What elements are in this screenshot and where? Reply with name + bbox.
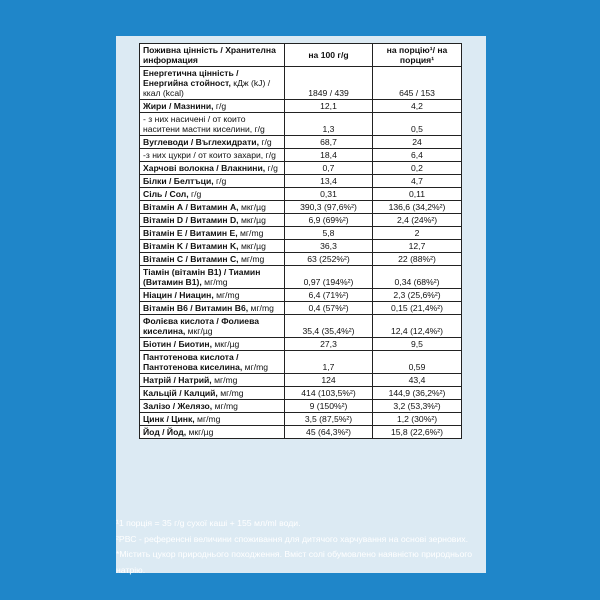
nutrient-name-bold: Жири / Мазнини,	[143, 101, 214, 111]
value-per-100g: 63 (252%²)	[285, 253, 373, 266]
nutrient-unit: г/g	[265, 163, 278, 173]
value-per-100g: 18,4	[285, 149, 373, 162]
nutrient-name-bold: Вітамін А / Витамин А,	[143, 202, 239, 212]
nutrient-name	[140, 162, 285, 175]
nutrient-name	[140, 351, 285, 374]
nutrient-name-bold: Пантотенова кислота / Пантотенова киселина,	[143, 352, 243, 372]
nutrient-name	[140, 227, 285, 240]
footnote-rvs: ²РВС - референсні величини споживання для дитячого харчування на основі зернових.	[116, 533, 469, 544]
value-per-100g: 124	[285, 374, 373, 387]
value-per-serving: 645 / 153	[373, 67, 462, 100]
value-per-serving: 2	[373, 227, 462, 240]
value-per-serving: 6,4	[373, 149, 462, 162]
value-per-100g: 12,1	[285, 100, 373, 113]
nutrient-name-bold: Енергетична цінність / Енергийна стойност,	[143, 68, 239, 88]
value-per-100g: 45 (64,3%²)	[285, 426, 373, 439]
nutrient-name	[140, 266, 285, 289]
table-row	[140, 240, 462, 253]
nutrient-unit: мкг/µg	[212, 339, 240, 349]
value-per-serving: 0,15 (21,4%²)	[373, 302, 462, 315]
value-per-serving: 2,4 (24%²)	[373, 214, 462, 227]
table-row	[140, 413, 462, 426]
footnote-serving: ¹1 порція = 35 г/g сухої каші + 155 мл/ml води.	[116, 518, 301, 528]
nutrient-name-bold: Натрій / Натрий,	[143, 375, 212, 385]
nutrient-name-bold: Вітамін D / Витамин D,	[143, 215, 239, 225]
value-per-serving: 22 (88%²)	[373, 253, 462, 266]
nutrient-name-bold: Вітамін В6 / Витамин В6,	[143, 303, 249, 313]
value-per-100g: 1849 / 439	[285, 67, 373, 100]
table-row	[140, 374, 462, 387]
nutrient-unit: мг/mg	[217, 388, 244, 398]
nutrient-name-bold: Кальцій / Калций,	[143, 388, 218, 398]
table-row	[140, 338, 462, 351]
value-per-serving: 4,7	[373, 175, 462, 188]
value-per-100g: 1,7	[285, 351, 373, 374]
value-per-serving: 0,5	[373, 113, 462, 136]
nutrient-name	[140, 175, 285, 188]
header-nutrient: Поживна цінність / Хранителна информация	[140, 44, 285, 67]
table-header-row	[140, 44, 462, 67]
value-per-100g: 6,4 (71%²)	[285, 289, 373, 302]
nutrient-name	[140, 387, 285, 400]
nutrient-name-bold: Тіамін (вітамін В1) / Тиамин (Витамин В1),	[143, 267, 261, 287]
table-row	[140, 253, 462, 266]
nutrient-name	[140, 113, 285, 136]
value-per-serving: 12,4 (12,4%²)	[373, 315, 462, 338]
nutrient-unit: мкг/µg	[185, 326, 213, 336]
table-row	[140, 149, 462, 162]
value-per-100g: 6,9 (69%²)	[285, 214, 373, 227]
table-row	[140, 175, 462, 188]
nutrient-unit: - з них насичені / от които наситени мастни киселини, г/g	[143, 114, 265, 134]
value-per-serving: 3,2 (53,3%²)	[373, 400, 462, 413]
table-row	[140, 201, 462, 214]
value-per-serving: 136,6 (34,2%²)	[373, 201, 462, 214]
value-per-serving: 24	[373, 136, 462, 149]
value-per-100g: 1,3	[285, 113, 373, 136]
value-per-serving: 15,8 (22,6%²)	[373, 426, 462, 439]
value-per-100g: 13,4	[285, 175, 373, 188]
table-row	[140, 136, 462, 149]
nutrient-name	[140, 400, 285, 413]
table-row	[140, 351, 462, 374]
nutrient-unit: мг/mg	[201, 277, 228, 287]
nutrient-unit: г/g	[213, 101, 227, 111]
table-row	[140, 315, 462, 338]
nutrient-unit: -з них цукри / от които захари, г/g	[143, 150, 276, 160]
value-per-100g: 35,4 (35,4%²)	[285, 315, 373, 338]
nutrition-table	[139, 43, 462, 439]
table-row	[140, 289, 462, 302]
nutrient-name	[140, 67, 285, 100]
value-per-100g: 0,31	[285, 188, 373, 201]
nutrient-name	[140, 289, 285, 302]
header-per-100g: на 100 г/g	[285, 44, 373, 67]
nutrient-name	[140, 315, 285, 338]
nutrient-name	[140, 149, 285, 162]
nutrient-unit: мг/mg	[237, 228, 264, 238]
value-per-100g: 0,7	[285, 162, 373, 175]
value-per-serving: 12,7	[373, 240, 462, 253]
value-per-serving: 0,59	[373, 351, 462, 374]
value-per-100g: 9 (150%²)	[285, 400, 373, 413]
value-per-serving: 0,11	[373, 188, 462, 201]
value-per-100g: 0,4 (57%²)	[285, 302, 373, 315]
nutrient-name-bold: Ніацин / Ниацин,	[143, 290, 214, 300]
value-per-serving: 9,5	[373, 338, 462, 351]
table-row	[140, 302, 462, 315]
nutrient-name	[140, 100, 285, 113]
value-per-100g: 36,3	[285, 240, 373, 253]
nutrient-unit: мкг/µg	[238, 202, 266, 212]
value-per-100g: 5,8	[285, 227, 373, 240]
nutrient-name-bold: Сіль / Сол,	[143, 189, 189, 199]
nutrient-name	[140, 338, 285, 351]
nutrient-unit: мкг/µg	[238, 241, 266, 251]
value-per-serving: 2,3 (25,6%²)	[373, 289, 462, 302]
value-per-100g: 0,97 (194%²)	[285, 266, 373, 289]
nutrient-name	[140, 426, 285, 439]
nutrient-name	[140, 374, 285, 387]
nutrient-name	[140, 302, 285, 315]
nutrient-name	[140, 214, 285, 227]
nutrient-name	[140, 240, 285, 253]
nutrient-unit: мг/mg	[238, 254, 265, 264]
nutrient-name-bold: Вітамін Е / Витамин Е,	[143, 228, 238, 238]
value-per-serving: 1,2 (30%²)	[373, 413, 462, 426]
nutrient-unit: мкг/µg	[238, 215, 266, 225]
nutrient-name	[140, 188, 285, 201]
nutrient-unit: мг/mg	[248, 303, 274, 313]
table-row	[140, 188, 462, 201]
table-row	[140, 214, 462, 227]
table-row	[140, 387, 462, 400]
nutrient-name-bold: Залізо / Желязо,	[143, 401, 213, 411]
nutrient-name	[140, 253, 285, 266]
nutrient-name-bold: Вітамін С / Витамин С,	[143, 254, 239, 264]
value-per-serving: 0,2	[373, 162, 462, 175]
table-row	[140, 162, 462, 175]
nutrient-name-bold: Харчові волокна / Влакнини,	[143, 163, 266, 173]
nutrient-unit: мг/mg	[211, 375, 238, 385]
nutrient-unit: мг/mg	[194, 414, 221, 424]
value-per-100g: 390,3 (97,6%²)	[285, 201, 373, 214]
nutrient-unit: мг/mg	[213, 290, 240, 300]
nutrient-name	[140, 201, 285, 214]
table-row	[140, 227, 462, 240]
table-row	[140, 426, 462, 439]
nutrient-unit: кДж (kJ) / ккал (kcal)	[143, 78, 271, 98]
table-row	[140, 400, 462, 413]
nutrient-name-bold: Йод / Йод,	[143, 427, 187, 437]
value-per-100g: 27,3	[285, 338, 373, 351]
nutrient-unit: мкг/µg	[186, 427, 214, 437]
value-per-serving: 0,34 (68%²)	[373, 266, 462, 289]
value-per-serving: 43,4	[373, 374, 462, 387]
value-per-100g: 68,7	[285, 136, 373, 149]
nutrient-name-bold: Цинк / Цинк,	[143, 414, 195, 424]
value-per-100g: 414 (103,5%²)	[285, 387, 373, 400]
value-per-serving: 4,2	[373, 100, 462, 113]
table-row	[140, 266, 462, 289]
footnotes	[116, 516, 496, 578]
footnote-sugar-salt: *Містить цукор природнього походження. Вміст солі обумовлено наявністю природнього натрію.	[116, 549, 473, 575]
nutrient-unit: г/g	[188, 189, 202, 199]
nutrient-name-bold: Фолієва кислота / Фолиева киселина,	[143, 316, 260, 336]
table-row	[140, 67, 462, 100]
table-row	[140, 113, 462, 136]
nutrient-unit: мг/mg	[242, 362, 269, 372]
table-row	[140, 100, 462, 113]
nutrient-name-bold: Біотин / Биотин,	[143, 339, 213, 349]
nutrient-name	[140, 136, 285, 149]
nutrient-unit: г/g	[258, 137, 272, 147]
nutrient-unit: мг/mg	[212, 401, 238, 411]
nutrient-name-bold: Вітамін K / Витамин K,	[143, 241, 239, 251]
nutrient-unit: г/g	[213, 176, 227, 186]
value-per-serving: 144,9 (36,2%²)	[373, 387, 462, 400]
header-per-serving: на порцію¹/ на порция¹	[373, 44, 462, 67]
nutrient-name-bold: Вуглеводи / Въглехидрати,	[143, 137, 259, 147]
nutrient-name-bold: Білки / Белтъци,	[143, 176, 214, 186]
nutrient-name	[140, 413, 285, 426]
value-per-100g: 3,5 (87,5%²)	[285, 413, 373, 426]
